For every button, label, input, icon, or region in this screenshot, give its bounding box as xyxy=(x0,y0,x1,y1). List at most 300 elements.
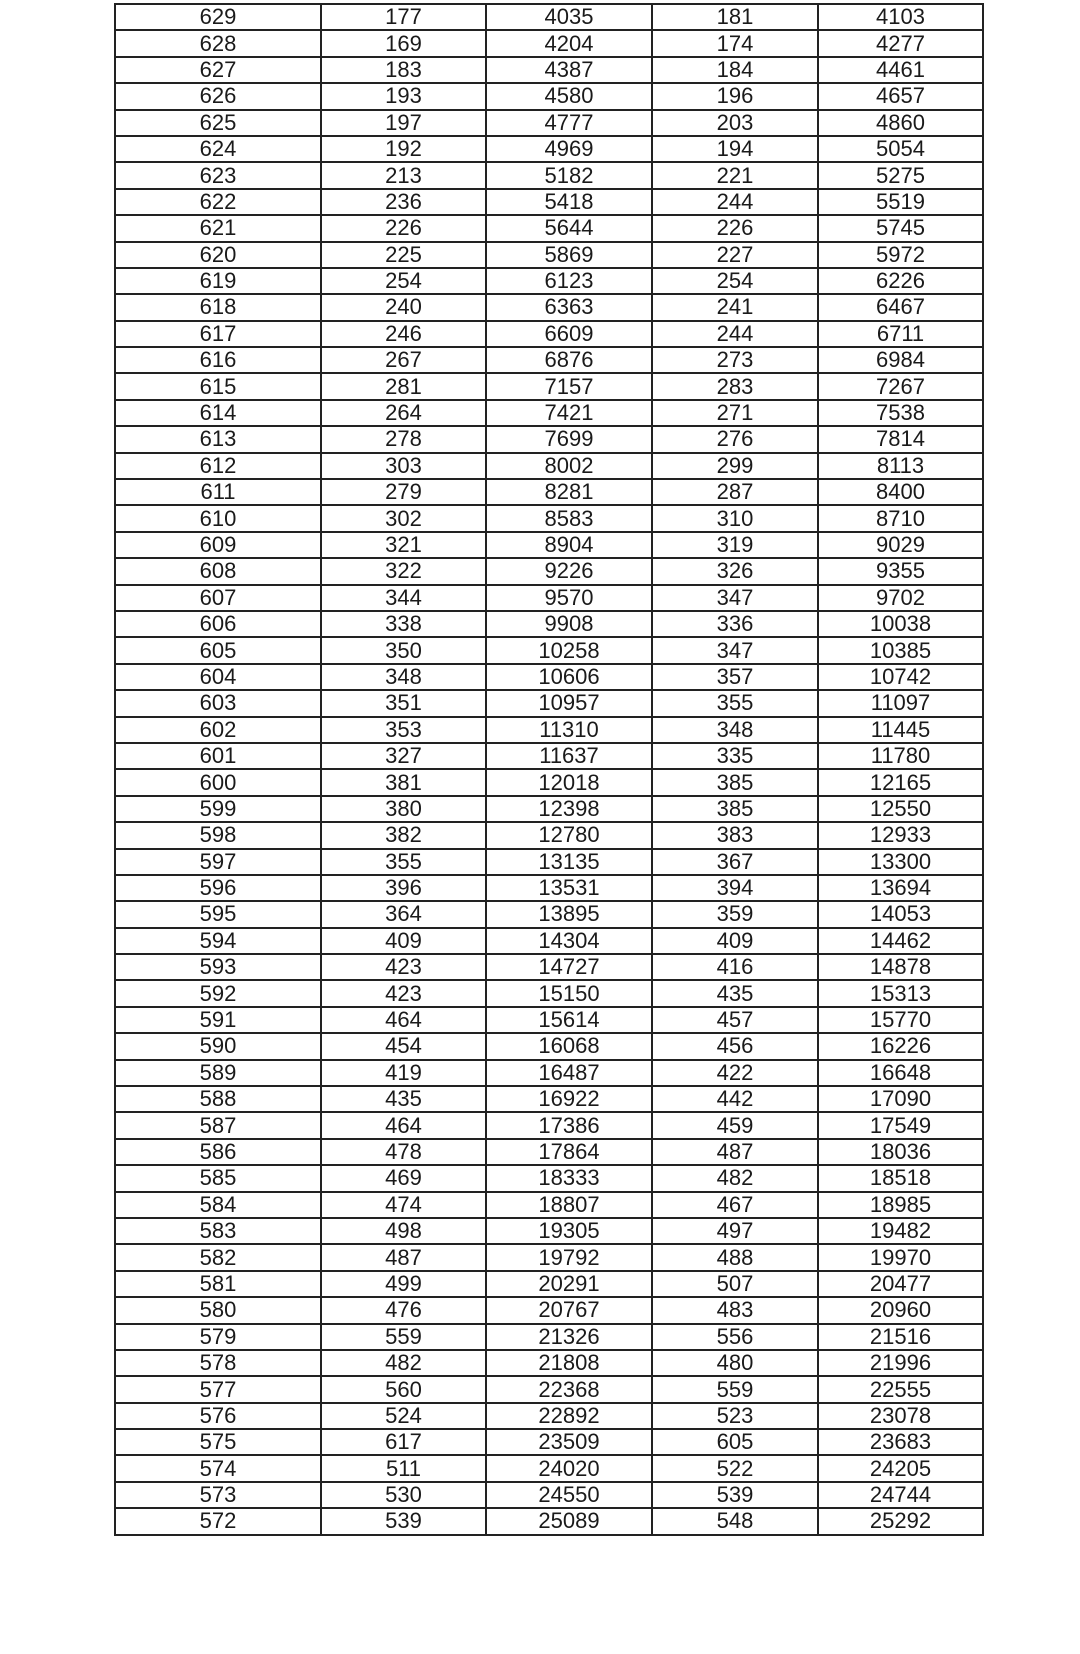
score-table xyxy=(114,3,984,1536)
count-cell: 499 xyxy=(321,1271,486,1297)
cumulative-cell: 14304 xyxy=(486,928,652,954)
table-row xyxy=(115,1112,983,1138)
count-cell: 464 xyxy=(321,1007,486,1033)
score-cell: 613 xyxy=(115,426,321,452)
cumulative-cell-2: 16648 xyxy=(818,1060,983,1086)
cumulative-cell: 15150 xyxy=(486,980,652,1006)
count-cell-2: 244 xyxy=(652,321,818,347)
count-cell-2: 181 xyxy=(652,4,818,30)
cumulative-cell-2: 4657 xyxy=(818,83,983,109)
score-cell: 611 xyxy=(115,479,321,505)
table-row xyxy=(115,426,983,452)
count-cell: 169 xyxy=(321,30,486,56)
cumulative-cell: 4777 xyxy=(486,110,652,136)
score-cell: 623 xyxy=(115,162,321,188)
count-cell: 423 xyxy=(321,954,486,980)
count-cell: 350 xyxy=(321,637,486,663)
score-cell: 579 xyxy=(115,1324,321,1350)
cumulative-cell: 7157 xyxy=(486,373,652,399)
score-cell: 592 xyxy=(115,980,321,1006)
score-cell: 574 xyxy=(115,1455,321,1481)
count-cell-2: 326 xyxy=(652,558,818,584)
cumulative-cell-2: 17549 xyxy=(818,1112,983,1138)
count-cell: 409 xyxy=(321,928,486,954)
cumulative-cell: 9570 xyxy=(486,585,652,611)
count-cell: 530 xyxy=(321,1482,486,1508)
count-cell: 264 xyxy=(321,400,486,426)
score-cell: 582 xyxy=(115,1244,321,1270)
cumulative-cell-2: 13300 xyxy=(818,849,983,875)
score-cell: 575 xyxy=(115,1429,321,1455)
count-cell: 454 xyxy=(321,1033,486,1059)
cumulative-cell: 6123 xyxy=(486,268,652,294)
cumulative-cell: 6609 xyxy=(486,321,652,347)
cumulative-cell-2: 12933 xyxy=(818,822,983,848)
cumulative-cell: 4969 xyxy=(486,136,652,162)
count-cell-2: 457 xyxy=(652,1007,818,1033)
table-row xyxy=(115,532,983,558)
cumulative-cell-2: 11097 xyxy=(818,690,983,716)
count-cell-2: 482 xyxy=(652,1165,818,1191)
score-cell: 594 xyxy=(115,928,321,954)
cumulative-cell-2: 6984 xyxy=(818,347,983,373)
score-cell: 587 xyxy=(115,1112,321,1138)
count-cell: 278 xyxy=(321,426,486,452)
cumulative-cell-2: 25292 xyxy=(818,1508,983,1534)
count-cell: 226 xyxy=(321,215,486,241)
cumulative-cell-2: 5745 xyxy=(818,215,983,241)
table-row xyxy=(115,1376,983,1402)
count-cell: 380 xyxy=(321,796,486,822)
score-cell: 596 xyxy=(115,875,321,901)
table-row xyxy=(115,4,983,30)
count-cell-2: 348 xyxy=(652,717,818,743)
count-cell-2: 194 xyxy=(652,136,818,162)
cumulative-cell-2: 12165 xyxy=(818,769,983,795)
cumulative-cell: 16922 xyxy=(486,1086,652,1112)
count-cell-2: 299 xyxy=(652,453,818,479)
cumulative-cell: 11310 xyxy=(486,717,652,743)
cumulative-cell: 20291 xyxy=(486,1271,652,1297)
count-cell: 478 xyxy=(321,1139,486,1165)
count-cell-2: 422 xyxy=(652,1060,818,1086)
count-cell-2: 226 xyxy=(652,215,818,241)
count-cell: 279 xyxy=(321,479,486,505)
count-cell-2: 559 xyxy=(652,1376,818,1402)
count-cell: 419 xyxy=(321,1060,486,1086)
table-row xyxy=(115,373,983,399)
count-cell-2: 394 xyxy=(652,875,818,901)
score-cell: 581 xyxy=(115,1271,321,1297)
cumulative-cell: 12018 xyxy=(486,769,652,795)
cumulative-cell: 18333 xyxy=(486,1165,652,1191)
cumulative-cell-2: 7814 xyxy=(818,426,983,452)
cumulative-cell-2: 10385 xyxy=(818,637,983,663)
cumulative-cell-2: 11445 xyxy=(818,717,983,743)
count-cell-2: 244 xyxy=(652,189,818,215)
count-cell-2: 221 xyxy=(652,162,818,188)
cumulative-cell: 4035 xyxy=(486,4,652,30)
score-cell: 585 xyxy=(115,1165,321,1191)
cumulative-cell-2: 17090 xyxy=(818,1086,983,1112)
score-cell: 614 xyxy=(115,400,321,426)
count-cell-2: 467 xyxy=(652,1192,818,1218)
table-row xyxy=(115,664,983,690)
cumulative-cell-2: 24205 xyxy=(818,1455,983,1481)
table-row xyxy=(115,189,983,215)
count-cell: 355 xyxy=(321,849,486,875)
table-row xyxy=(115,1482,983,1508)
count-cell-2: 456 xyxy=(652,1033,818,1059)
cumulative-cell-2: 7267 xyxy=(818,373,983,399)
cumulative-cell-2: 22555 xyxy=(818,1376,983,1402)
cumulative-cell: 22368 xyxy=(486,1376,652,1402)
cumulative-cell: 24550 xyxy=(486,1482,652,1508)
table-row xyxy=(115,321,983,347)
table-row xyxy=(115,1139,983,1165)
count-cell-2: 336 xyxy=(652,611,818,637)
cumulative-cell-2: 19482 xyxy=(818,1218,983,1244)
count-cell-2: 507 xyxy=(652,1271,818,1297)
cumulative-cell: 8904 xyxy=(486,532,652,558)
score-cell: 612 xyxy=(115,453,321,479)
table-row xyxy=(115,743,983,769)
table-row xyxy=(115,57,983,83)
cumulative-cell-2: 4461 xyxy=(818,57,983,83)
cumulative-cell: 23509 xyxy=(486,1429,652,1455)
count-cell: 382 xyxy=(321,822,486,848)
table-row xyxy=(115,505,983,531)
score-cell: 616 xyxy=(115,347,321,373)
cumulative-cell-2: 20960 xyxy=(818,1297,983,1323)
score-cell: 599 xyxy=(115,796,321,822)
count-cell: 423 xyxy=(321,980,486,1006)
cumulative-cell-2: 6467 xyxy=(818,294,983,320)
count-cell-2: 347 xyxy=(652,585,818,611)
table-row xyxy=(115,1007,983,1033)
cumulative-cell-2: 14878 xyxy=(818,954,983,980)
cumulative-cell: 12780 xyxy=(486,822,652,848)
cumulative-cell: 22892 xyxy=(486,1403,652,1429)
count-cell: 364 xyxy=(321,901,486,927)
table-row xyxy=(115,769,983,795)
cumulative-cell: 10606 xyxy=(486,664,652,690)
cumulative-cell-2: 9029 xyxy=(818,532,983,558)
table-row xyxy=(115,479,983,505)
table-row xyxy=(115,215,983,241)
count-cell-2: 310 xyxy=(652,505,818,531)
table-row xyxy=(115,1271,983,1297)
cumulative-cell: 17864 xyxy=(486,1139,652,1165)
count-cell: 197 xyxy=(321,110,486,136)
cumulative-cell: 16068 xyxy=(486,1033,652,1059)
count-cell-2: 203 xyxy=(652,110,818,136)
table-row xyxy=(115,1218,983,1244)
cumulative-cell: 8281 xyxy=(486,479,652,505)
count-cell-2: 409 xyxy=(652,928,818,954)
cumulative-cell: 5182 xyxy=(486,162,652,188)
count-cell-2: 196 xyxy=(652,83,818,109)
table-row xyxy=(115,242,983,268)
cumulative-cell-2: 8400 xyxy=(818,479,983,505)
table-row xyxy=(115,1060,983,1086)
cumulative-cell: 15614 xyxy=(486,1007,652,1033)
score-cell: 604 xyxy=(115,664,321,690)
count-cell-2: 385 xyxy=(652,769,818,795)
table-row xyxy=(115,268,983,294)
count-cell: 381 xyxy=(321,769,486,795)
cumulative-cell-2: 6711 xyxy=(818,321,983,347)
count-cell: 322 xyxy=(321,558,486,584)
score-cell: 607 xyxy=(115,585,321,611)
score-cell: 588 xyxy=(115,1086,321,1112)
cumulative-cell: 19792 xyxy=(486,1244,652,1270)
table-row xyxy=(115,347,983,373)
count-cell-2: 227 xyxy=(652,242,818,268)
cumulative-cell: 6876 xyxy=(486,347,652,373)
score-cell: 584 xyxy=(115,1192,321,1218)
count-cell: 464 xyxy=(321,1112,486,1138)
count-cell: 193 xyxy=(321,83,486,109)
count-cell-2: 548 xyxy=(652,1508,818,1534)
count-cell-2: 416 xyxy=(652,954,818,980)
score-cell: 619 xyxy=(115,268,321,294)
cumulative-cell-2: 12550 xyxy=(818,796,983,822)
cumulative-cell-2: 16226 xyxy=(818,1033,983,1059)
cumulative-cell-2: 11780 xyxy=(818,743,983,769)
count-cell-2: 347 xyxy=(652,637,818,663)
count-cell-2: 488 xyxy=(652,1244,818,1270)
count-cell: 559 xyxy=(321,1324,486,1350)
table-row xyxy=(115,110,983,136)
cumulative-cell: 4387 xyxy=(486,57,652,83)
cumulative-cell: 5644 xyxy=(486,215,652,241)
table-row xyxy=(115,1192,983,1218)
cumulative-cell-2: 7538 xyxy=(818,400,983,426)
count-cell-2: 355 xyxy=(652,690,818,716)
count-cell: 396 xyxy=(321,875,486,901)
count-cell-2: 459 xyxy=(652,1112,818,1138)
cumulative-cell-2: 18985 xyxy=(818,1192,983,1218)
score-cell: 576 xyxy=(115,1403,321,1429)
cumulative-cell: 17386 xyxy=(486,1112,652,1138)
table-row xyxy=(115,954,983,980)
cumulative-cell: 5418 xyxy=(486,189,652,215)
table-row xyxy=(115,690,983,716)
count-cell-2: 487 xyxy=(652,1139,818,1165)
cumulative-cell: 4204 xyxy=(486,30,652,56)
count-cell-2: 254 xyxy=(652,268,818,294)
cumulative-cell-2: 4103 xyxy=(818,4,983,30)
score-cell: 618 xyxy=(115,294,321,320)
count-cell-2: 497 xyxy=(652,1218,818,1244)
table-row xyxy=(115,294,983,320)
table-row xyxy=(115,1033,983,1059)
count-cell: 560 xyxy=(321,1376,486,1402)
count-cell-2: 556 xyxy=(652,1324,818,1350)
count-cell: 225 xyxy=(321,242,486,268)
count-cell-2: 385 xyxy=(652,796,818,822)
table-row xyxy=(115,822,983,848)
count-cell-2: 522 xyxy=(652,1455,818,1481)
count-cell-2: 367 xyxy=(652,849,818,875)
count-cell: 246 xyxy=(321,321,486,347)
cumulative-cell: 7699 xyxy=(486,426,652,452)
cumulative-cell: 18807 xyxy=(486,1192,652,1218)
score-cell: 583 xyxy=(115,1218,321,1244)
count-cell: 482 xyxy=(321,1350,486,1376)
cumulative-cell-2: 10038 xyxy=(818,611,983,637)
score-cell: 595 xyxy=(115,901,321,927)
cumulative-cell-2: 19970 xyxy=(818,1244,983,1270)
cumulative-cell-2: 9702 xyxy=(818,585,983,611)
table-row xyxy=(115,796,983,822)
score-cell: 591 xyxy=(115,1007,321,1033)
cumulative-cell: 13135 xyxy=(486,849,652,875)
cumulative-cell: 12398 xyxy=(486,796,652,822)
score-cell: 578 xyxy=(115,1350,321,1376)
cumulative-cell: 13531 xyxy=(486,875,652,901)
count-cell: 192 xyxy=(321,136,486,162)
table-row xyxy=(115,1297,983,1323)
cumulative-cell-2: 18036 xyxy=(818,1139,983,1165)
score-cell: 602 xyxy=(115,717,321,743)
score-cell: 590 xyxy=(115,1033,321,1059)
cumulative-cell: 13895 xyxy=(486,901,652,927)
count-cell: 236 xyxy=(321,189,486,215)
table-row xyxy=(115,1429,983,1455)
score-cell: 625 xyxy=(115,110,321,136)
cumulative-cell-2: 18518 xyxy=(818,1165,983,1191)
cumulative-cell-2: 21996 xyxy=(818,1350,983,1376)
score-cell: 608 xyxy=(115,558,321,584)
table-row xyxy=(115,453,983,479)
count-cell: 213 xyxy=(321,162,486,188)
cumulative-cell: 25089 xyxy=(486,1508,652,1534)
score-cell: 626 xyxy=(115,83,321,109)
table-row xyxy=(115,875,983,901)
count-cell: 240 xyxy=(321,294,486,320)
score-cell: 606 xyxy=(115,611,321,637)
cumulative-cell: 11637 xyxy=(486,743,652,769)
count-cell-2: 442 xyxy=(652,1086,818,1112)
score-cell: 603 xyxy=(115,690,321,716)
count-cell-2: 174 xyxy=(652,30,818,56)
cumulative-cell-2: 10742 xyxy=(818,664,983,690)
table-row xyxy=(115,585,983,611)
score-cell: 629 xyxy=(115,4,321,30)
score-cell: 624 xyxy=(115,136,321,162)
cumulative-cell: 6363 xyxy=(486,294,652,320)
table-row xyxy=(115,1165,983,1191)
cumulative-cell-2: 15770 xyxy=(818,1007,983,1033)
table-row xyxy=(115,1455,983,1481)
table-row xyxy=(115,30,983,56)
count-cell-2: 283 xyxy=(652,373,818,399)
cumulative-cell-2: 5519 xyxy=(818,189,983,215)
cumulative-cell-2: 4277 xyxy=(818,30,983,56)
score-cell: 589 xyxy=(115,1060,321,1086)
score-cell: 628 xyxy=(115,30,321,56)
table-row xyxy=(115,1324,983,1350)
count-cell-2: 539 xyxy=(652,1482,818,1508)
cumulative-cell: 7421 xyxy=(486,400,652,426)
count-cell: 469 xyxy=(321,1165,486,1191)
cumulative-cell: 24020 xyxy=(486,1455,652,1481)
count-cell-2: 276 xyxy=(652,426,818,452)
table-row xyxy=(115,162,983,188)
cumulative-cell-2: 4860 xyxy=(818,110,983,136)
table-row xyxy=(115,928,983,954)
score-cell: 580 xyxy=(115,1297,321,1323)
count-cell: 267 xyxy=(321,347,486,373)
score-cell: 598 xyxy=(115,822,321,848)
count-cell-2: 383 xyxy=(652,822,818,848)
count-cell: 254 xyxy=(321,268,486,294)
table-row xyxy=(115,637,983,663)
count-cell: 539 xyxy=(321,1508,486,1534)
table-row xyxy=(115,136,983,162)
count-cell: 617 xyxy=(321,1429,486,1455)
cumulative-cell-2: 23078 xyxy=(818,1403,983,1429)
count-cell-2: 435 xyxy=(652,980,818,1006)
score-cell: 601 xyxy=(115,743,321,769)
score-cell: 617 xyxy=(115,321,321,347)
cumulative-cell: 14727 xyxy=(486,954,652,980)
cumulative-cell-2: 15313 xyxy=(818,980,983,1006)
count-cell-2: 241 xyxy=(652,294,818,320)
score-cell: 573 xyxy=(115,1482,321,1508)
count-cell-2: 319 xyxy=(652,532,818,558)
score-cell: 627 xyxy=(115,57,321,83)
cumulative-cell-2: 24744 xyxy=(818,1482,983,1508)
cumulative-cell: 9226 xyxy=(486,558,652,584)
cumulative-cell-2: 5275 xyxy=(818,162,983,188)
table-row xyxy=(115,1350,983,1376)
cumulative-cell-2: 9355 xyxy=(818,558,983,584)
count-cell: 281 xyxy=(321,373,486,399)
cumulative-cell: 20767 xyxy=(486,1297,652,1323)
cumulative-cell-2: 13694 xyxy=(818,875,983,901)
table-row xyxy=(115,980,983,1006)
score-cell: 622 xyxy=(115,189,321,215)
cumulative-cell-2: 5972 xyxy=(818,242,983,268)
table-row xyxy=(115,1403,983,1429)
score-cell: 577 xyxy=(115,1376,321,1402)
cumulative-cell: 21326 xyxy=(486,1324,652,1350)
score-cell: 605 xyxy=(115,637,321,663)
count-cell-2: 287 xyxy=(652,479,818,505)
table-row xyxy=(115,611,983,637)
count-cell: 344 xyxy=(321,585,486,611)
table-row xyxy=(115,558,983,584)
count-cell: 183 xyxy=(321,57,486,83)
count-cell: 338 xyxy=(321,611,486,637)
cumulative-cell: 8002 xyxy=(486,453,652,479)
count-cell: 303 xyxy=(321,453,486,479)
count-cell-2: 357 xyxy=(652,664,818,690)
count-cell: 302 xyxy=(321,505,486,531)
table-row xyxy=(115,1244,983,1270)
count-cell: 353 xyxy=(321,717,486,743)
count-cell-2: 273 xyxy=(652,347,818,373)
table-row xyxy=(115,400,983,426)
cumulative-cell: 10957 xyxy=(486,690,652,716)
count-cell-2: 483 xyxy=(652,1297,818,1323)
cumulative-cell: 10258 xyxy=(486,637,652,663)
cumulative-cell: 8583 xyxy=(486,505,652,531)
cumulative-cell-2: 6226 xyxy=(818,268,983,294)
